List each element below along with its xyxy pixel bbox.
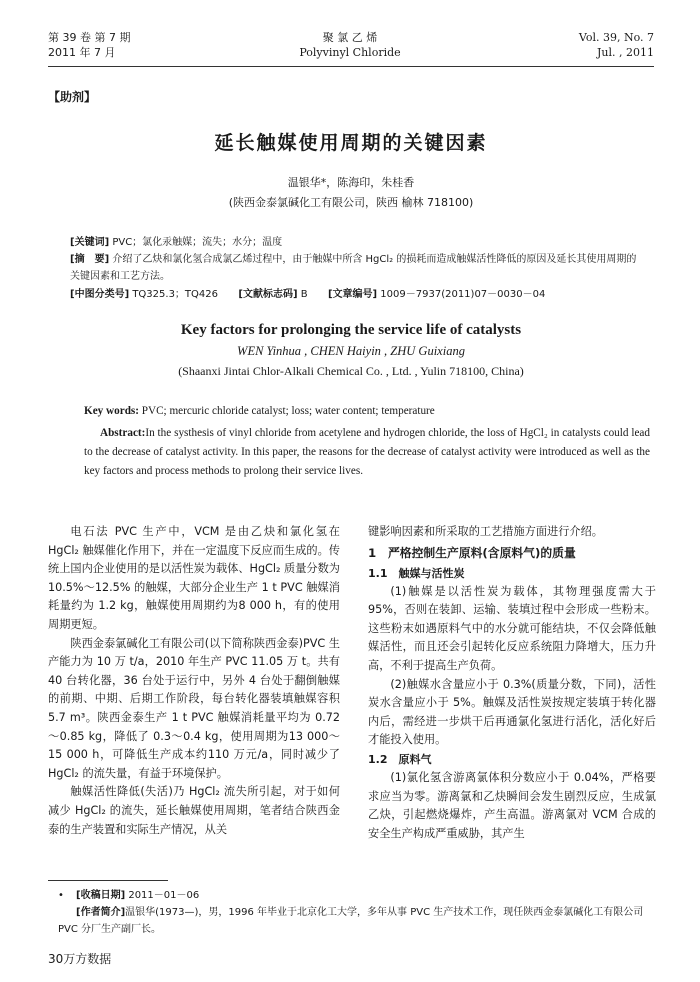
authors-cn: 温银华*，陈海印，朱桂香 (287, 176, 415, 189)
title-cn: 延长触媒使用周期的关键因素 (214, 132, 488, 154)
header-volume-cn: 第 39 卷 第 7 期 2011 年 7 月 (48, 31, 131, 59)
received-date-line: • [收稿日期] 2011－01－06 (58, 890, 200, 901)
body-paragraph: 键影响因素和所采取的工艺措施方面进行介绍。 (368, 525, 603, 538)
page-footer (48, 950, 111, 967)
affiliation-en: (Shaanxi Jintai Chlor-Alkali Chemical Co. , Ltd. , Yulin 718100, China) (178, 364, 524, 378)
authors-en: WEN Yinhua , CHEN Haiyin , ZHU Guixiang (237, 344, 465, 358)
body-paragraph: (2)触媒水含量应小于 0.3%(质量分数，下同)，活性炭水含量应小于 5%。触媒及活性炭按规定装填于转化器内后，需经进一步烘干后再通氯化氢进行活化，活化好后才能投入使用。 (368, 677, 656, 747)
header-rule (48, 66, 654, 67)
body-right-column (368, 523, 656, 843)
section-heading-1: 1 严格控制生产原料(含原料气)的质量 (368, 545, 576, 560)
body-paragraph: (1)氯化氢含游离氯体积分数应小于 0.04%，严格要求应当为零。游离氯和乙炔瞬间会发生剧烈反应，生成氯乙炔，引起燃烧爆炸，产生高温。游离氯对 VCM 合成的安全生产构成严重威胁，其产生 (368, 770, 656, 840)
abstract-en: Abstract:In the systhesis of vinyl chloride from acetylene and hydrogen chloride, the loss of HgCl₂ in catalysts could lead to the decrease of catalyst activity. In this paper, the reasons for the decrease of catalyst activity were introduced as well as the key factors and process methods to prolong their service lives. (84, 427, 650, 477)
header-journal: 聚 氯 乙 烯 Polyvinyl Chloride (299, 31, 401, 59)
footnote (58, 887, 654, 938)
section-heading-1-1: 1.1 触媒与活性炭 (368, 566, 465, 580)
body-paragraph: (1)触媒是以活性炭为载体，其物理强度需大于 95%，否则在装卸、运输、装填过程中会形成一些粉末。这些粉末如遇原料气中的水分就可能结块，不仅会降低触媒活性，而且还会引起转化反应系统阻力降增大，压力升高，不利于提高生产负荷。 (368, 584, 656, 672)
abstract-cn-line: [摘 要] 介绍了乙炔和氯化氢合成氯乙烯过程中，由于触媒中所含 HgCl₂ 的损耗而造成触媒活性降低的原因及延长其使用周期的关键因素和工艺方法。 (70, 254, 637, 282)
section-heading-1-2: 1.2 原料气 (368, 752, 432, 766)
classification-line: [中图分类号] TQ325.3；TQ426 [文献标志码] B [文章编号] 1009－7937(2011)07－0030－04 (70, 289, 546, 300)
body-paragraph: 陕西金泰氯碱化工有限公司(以下简称陕西金泰)PVC 生产能力为 10 万 t/a，2010 年生产 PVC 11.05 万 t。共有 40 台转化器，36 台处于运行中，另外 4 台处于翻倒触媒的前期、中期、后期工作阶段，每台转化器装填触媒容积 5.7 m³。陕西金泰生产 1 t PVC 触媒消耗量平均为 0.72～0.85 kg，降低了 0.3～0.4 kg，使用周期为13 000～15 000 h，可降低生产成本约110 万元/a，同时减少了 HgCl₂ 的流失量，有益于环境保护。 (48, 636, 340, 780)
body-paragraph: 触媒活性降低(失活)乃 HgCl₂ 流失所引起，对于如何减少 HgCl₂ 的流失，延长触媒使用周期，笔者结合陕西金泰的生产装置和实际生产情况，从关 (48, 785, 340, 836)
keywords-cn-line: [关键词] PVC；氯化汞触媒；流失；水分；温度 (70, 237, 283, 248)
body-paragraph: 电石法 PVC 生产中，VCM 是由乙炔和氯化氢在 HgCl₂ 触媒催化作用下，并在一定温度下反应而生成的。传统上国内企业使用的是以活性炭为载体、HgCl₂ 质量分数为 10.5%～12.5% 的触媒，大部分企业生产 1 t PVC 触媒消耗量约为 1.2 kg，触媒使用周期约为8 000 h，有的使用周期更短。 (48, 525, 340, 631)
body-left-column (48, 523, 340, 839)
keywords-en-line: Key words: PVC; mercuric chloride catalyst; loss; water content; temperature (84, 405, 435, 417)
cn-meta (70, 234, 645, 303)
author-bio-line: [作者简介]温银华(1973—)，男，1996 年毕业于北京化工大学，多年从事 PVC 生产技术工作，现任陕西金泰氯碱化工有限公司 PVC 分厂生产副厂长。 (58, 907, 644, 935)
header-volume-en: Vol. 39, No. 7 Jul. , 2011 (578, 31, 654, 59)
title-en: Key factors for prolonging the service life of catalysts (180, 322, 522, 338)
section-tag: 【助剂】 (48, 90, 97, 104)
affiliation-cn: (陕西金泰氯碱化工有限公司，陕西 榆林 718100) (228, 196, 474, 209)
watermark: 万方数据 (63, 952, 112, 966)
page-number: 30 (48, 952, 64, 966)
footnote-rule (48, 880, 168, 881)
